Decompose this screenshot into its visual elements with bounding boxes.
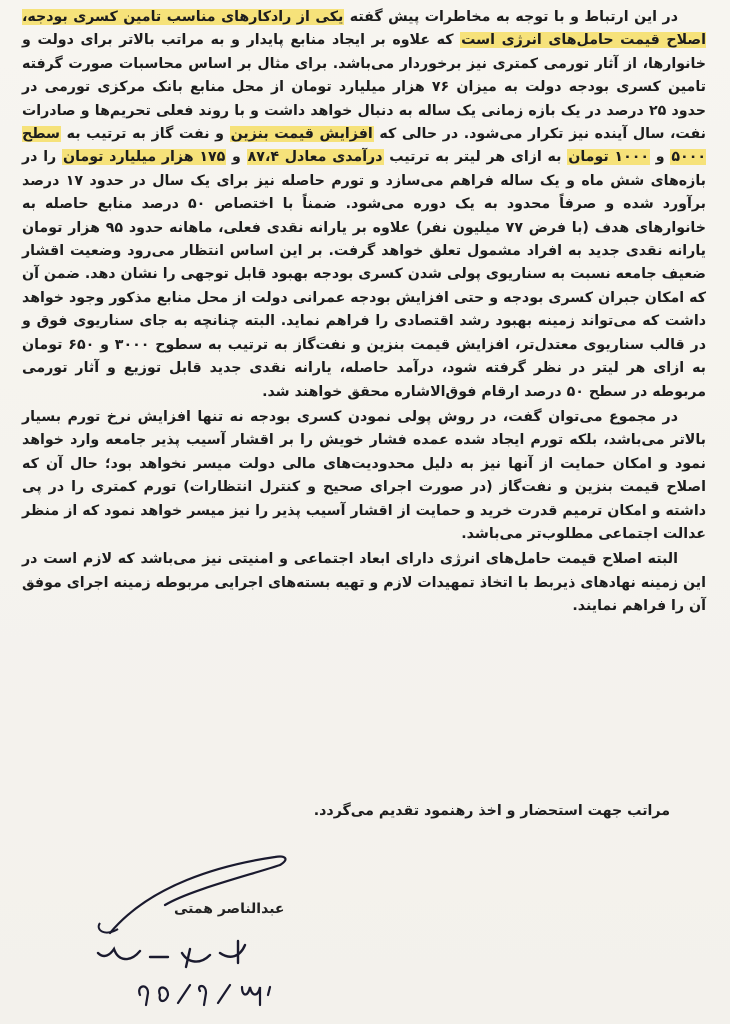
closing-line: مراتب جهت استحضار و اخذ رهنمود تقدیم می‌گردد.	[313, 803, 670, 819]
highlighted-text: ۱۰۰۰ تومان	[568, 149, 650, 166]
text-segment: که علاوه بر ایجاد منابع پایدار و به مراتب بالاتر برای دولت و خانوارها، از آثار تورمی کمتری نیز برخوردار می‌باشد. برای مثال بر اساس محاسبات صورت گرفته تامین کسری بودجه دولت به میزان ۷۶ هزار میلیارد تومان از محل منابع بانک مرکزی تورمی در حدود ۲۵ درصد در یک بازه زمانی یک ساله به دنبال خواهد داشت و با روند فعلی تحریم‌ها و صادرات نفت، سال آینده نیز تکرار می‌شود. در حالی که	[22, 32, 706, 143]
signatory-name: عبدالناصر همتی	[174, 901, 285, 917]
paragraph	[22, 406, 706, 546]
handwritten-signature	[70, 845, 330, 1015]
document-body	[22, 6, 706, 619]
highlighted-text: یکی از رادکارهای مناسب تامین کسری بودجه، اصلاح قیمت حامل‌های انرژی است	[22, 9, 706, 49]
paragraph	[22, 6, 706, 404]
text-segment: در این ارتباط و با توجه به مخاطرات پیش گفته	[344, 9, 678, 25]
text-segment: و	[650, 149, 671, 166]
highlighted-text: درآمدی معادل ۸۷،۴	[247, 149, 383, 166]
text-segment: به ازای هر لیتر به ترتیب	[383, 149, 568, 166]
text-segment: و نفت گاز به ترتیب به	[61, 126, 230, 143]
highlighted-text: ۱۷۵ هزار میلیارد تومان	[62, 149, 226, 166]
text-segment: البته اصلاح قیمت حامل‌های انرژی دارای ابعاد اجتماعی و امنیتی نیز می‌باشد که لازم است در این زمینه نهادهای ذیربط با اتخاذ تمهیدات لازم و تهیه بسته‌های اجرایی مربوطه زمینه اجرای موفق آن را فراهم نمایند.	[22, 551, 706, 615]
text-segment: را در بازه‌های شش ماه و یک ساله فراهم می‌سازد و تورم حاصله نیز برای یک سال در حدود ۱۷ درصد برآورد شده و صرفاً محدود به یک دوره می‌شود. ضمناً با اختصاص ۵۰ درصد منابع حاصله به خانوارهای هدف (با فرض ۷۷ میلیون نفر) علاوه بر یارانه نقدی فعلی، ماهانه حدود ۹۵ هزار تومان یارانه نقدی جدید به افراد مشمول تعلق خواهد گرفت. بر این اساس انتظار می‌رود وضعیت اقشار ضعیف جامعه نسبت به سناریوی پولی شدن کسری بودجه بهبود قابل توجهی را نشان دهد. ضمن آن که امکان جبران کسری بودجه و حتی افزایش بودجه عمرانی دولت از محل منابع مذکور وجود خواهد داشت که می‌تواند زمینه بهبود رشد اقتصادی را فراهم نماید. البته چنانچه به جای سناریوی فوق و در قالب سناریوی معتدل‌تر، افزایش قیمت بنزین و نفت‌گاز به ترتیب به سطوح ۳۰۰۰ و ۶۵۰ تومان به ازای هر لیتر در نظر گرفته شود، درآمد حاصله، یارانه نقدی جدید قابل توزیع و آثار تورمی مربوطه در سطح ۵۰ درصد ارقام فوق‌الاشاره محقق خواهند شد.	[22, 149, 707, 400]
highlighted-text: سطح ۵۰۰۰	[22, 126, 707, 166]
highlighted-text: افزایش قیمت بنزین	[230, 126, 373, 143]
text-segment: و	[226, 149, 247, 166]
signature-block	[70, 845, 330, 1015]
text-segment: در مجموع می‌توان گفت، در روش پولی نمودن کسری بودجه نه تنها افزایش نرخ تورم بسیار بالاتر می‌باشد، بلکه تورم ایجاد شده عمده فشار خویش را بر اقشار آسیب پذیر جامعه وارد خواهد نمود و امکان حمایت از آنها نیز به دلیل محدودیت‌های مالی دولت میسر نخواهد بود؛ حال آن که اصلاح قیمت بنزین و نفت‌گاز (در صورت اجرای صحیح و کنترل انتظارات) تورم کمتری را در پی داشته و امکان ترمیم قدرت خرید و حمایت از اقشار آسیب پذیر را نیز میسر خواهد نمود که از منظر عدالت اجتماعی مطلوب‌تر می‌باشد.	[22, 408, 706, 542]
paragraph	[22, 548, 706, 618]
